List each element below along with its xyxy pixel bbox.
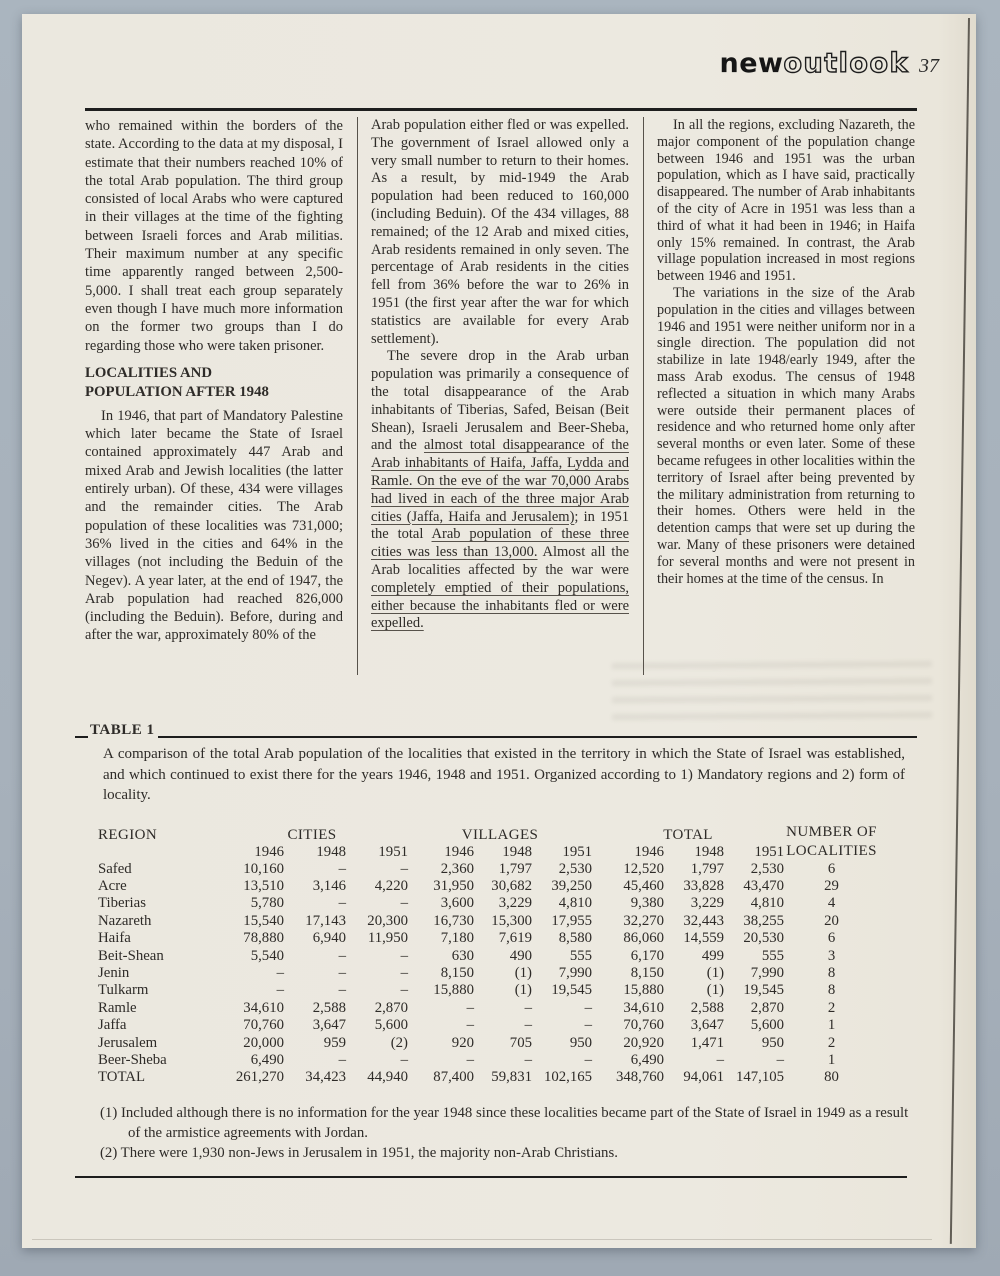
total-1948-cell: 14,559	[683, 930, 725, 947]
table-row	[98, 948, 879, 965]
total-1948-cell: 32,443	[683, 912, 725, 929]
villages-1946-cell: –	[466, 1051, 474, 1068]
paragraph: Arab population either fled or was expelled. The government of Israel allowed only a very small number to return to their homes. As a result, by mid-1949 the Arab population had been reduced to 160,000 (including Beduin). Of the 434 villages, 88 remained; of the 12 Arab and mixed cities, Arab residents remained in only seven. The percentage of Arab residents in the cities fell from 36% before the war to 26% in 1951 (the first year after the war for which statistics are available for every Arab settlement).	[371, 117, 629, 347]
villages-1946-cell: 920	[451, 1034, 474, 1051]
villages-1951-cell: 7,990	[558, 964, 593, 981]
localities-count-cell: 80	[824, 1069, 839, 1086]
cities-1948-cell: –	[338, 964, 346, 981]
villages-1951-cell: 4,810	[558, 895, 593, 912]
total-1946-cell: 86,060	[623, 930, 665, 947]
total-1946-cell: 6,170	[630, 947, 665, 964]
year-header: 1946	[634, 843, 665, 860]
total-1951-cell: 555	[761, 947, 785, 964]
cities-1948-cell: –	[338, 1051, 346, 1068]
total-1948-cell: 1,471	[690, 1034, 725, 1051]
villages-1948-cell: –	[524, 1017, 532, 1034]
cities-1946-cell: 15,540	[243, 912, 284, 929]
cities-1946-cell: 5,780	[250, 895, 284, 912]
villages-1951-cell: –	[584, 1051, 593, 1068]
villages-1948-cell: 30,682	[491, 877, 532, 894]
table-row	[98, 1069, 879, 1086]
villages-1946-cell: 7,180	[440, 930, 474, 947]
article-column-1	[85, 117, 343, 675]
table-years-row	[98, 844, 879, 861]
cities-1951-cell: –	[400, 964, 408, 981]
table-row	[98, 878, 879, 895]
cities-1946-cell: 6,490	[250, 1051, 284, 1068]
paragraph: In 1946, that part of Mandatory Palestine which later became the State of Israel contained approximately 447 Arab and mixed Arab and Jewish localities (the latter entirely urban). Of these, 434 were villages and the remainder cities. The Arab population of these localities was 731,000; 36% lived in the cities and 64% in the villages (not including the Beduin of the Negev). A year later, at the end of 1947, the Arab population had reached 826,000 (including the Beduin). Before, during and after the war, approximately 80% of the	[85, 407, 343, 644]
column-group-cities: CITIES	[287, 826, 337, 843]
total-1948-cell: 33,828	[683, 877, 725, 894]
cities-1951-cell: –	[400, 860, 408, 877]
villages-1951-cell: 2,530	[558, 860, 593, 877]
localities-count-cell: 3	[827, 947, 836, 964]
total-1946-cell: 6,490	[630, 1051, 665, 1068]
cities-1946-cell: –	[276, 964, 284, 981]
villages-1951-cell: –	[584, 1017, 593, 1034]
column-group-villages: VILLAGES	[461, 826, 539, 843]
region-cell: Haifa	[98, 930, 131, 947]
cities-1948-cell: 3,146	[312, 877, 346, 894]
year-header: 1951	[754, 843, 785, 860]
total-1951-cell: 20,530	[743, 930, 785, 947]
cities-1948-cell: 959	[323, 1034, 346, 1051]
cities-1951-cell: 5,600	[374, 1017, 408, 1034]
year-header: 1948	[694, 843, 725, 860]
cities-1948-cell: 17,143	[305, 912, 346, 929]
villages-1946-cell: 630	[451, 947, 474, 964]
region-cell: Tiberias	[98, 895, 146, 912]
cities-1951-cell: –	[400, 982, 408, 999]
cities-1946-cell: 70,760	[243, 1017, 284, 1034]
cities-1948-cell: –	[338, 947, 346, 964]
villages-1951-cell: 950	[569, 1034, 593, 1051]
table-label: TABLE 1	[90, 722, 155, 738]
cities-1946-cell: 261,270	[235, 1069, 284, 1086]
localities-count-cell: 6	[827, 860, 836, 877]
cities-1946-cell: 78,880	[243, 930, 284, 947]
table-group-header-row	[98, 822, 879, 844]
villages-1946-cell: 87,400	[433, 1069, 474, 1086]
localities-count-cell: 2	[827, 999, 836, 1016]
total-1946-cell: 348,760	[615, 1069, 665, 1086]
region-cell: Ramle	[98, 999, 137, 1016]
villages-1951-cell: –	[584, 999, 593, 1016]
paragraph: The variations in the size of the Arab population in the cities and villages between 1946 and 1951 were neither uniform nor in a single direction. The population did not stabilize in late 1948/early 1949, after the mass Arab exodus. The census of 1948 reflected a situation in which many Arabs were outside their permanent places of residence and who returned home only after several months or even later. Some of these became refugees in other localities within the territory of Israel after being prevented by the military administration from returning to their homes. Others were held in the detention camps that were set up during the war. Many of these prisoners were detained for several months and were not present in their homes at the time of the census. In	[657, 284, 915, 587]
total-1946-cell: 70,760	[623, 1017, 665, 1034]
table-row	[98, 1017, 879, 1034]
villages-1948-cell: (1)	[514, 964, 532, 981]
column-group-total: TOTAL	[663, 826, 713, 843]
region-cell: Safed	[98, 860, 132, 877]
bottom-rule	[75, 1176, 907, 1179]
villages-1946-cell: –	[466, 999, 474, 1016]
cities-1951-cell: 11,950	[367, 930, 408, 947]
paragraph: who remained within the borders of the state. According to the data at my disposal, I estimate that their numbers reached 10% of the total Arab population. The third group consisted of local Arabs who were captured in their villages at the time of the fighting between Israeli forces and Arab militias. Their maximum number at any specific time apparently ranged between 2,500-5,000. I shall treat each group separately even though I have much more information on the former two groups than I do regarding those who were taken prisoner.	[85, 118, 343, 354]
pencil-underline: almost total disappearance of the Arab inhabitants of Haifa, Jaffa, Lydda and Ramle. On the eve of the war 70,000 Arabs had lived in each of the three major Arab cities (Jaffa, Haifa and Jerusalem)	[371, 437, 629, 525]
villages-1948-cell: 15,300	[491, 912, 532, 929]
year-header: 1946	[254, 843, 284, 860]
cities-1946-cell: 10,160	[243, 860, 284, 877]
region-cell: TOTAL	[98, 1069, 146, 1086]
page-edge-line	[950, 18, 970, 1244]
region-cell: Jenin	[98, 964, 130, 981]
column-header-region: REGION	[98, 826, 158, 843]
total-1948-cell: 1,797	[690, 860, 725, 877]
total-1951-cell: 950	[761, 1034, 785, 1051]
region-cell: Nazareth	[98, 912, 152, 929]
footnote-1: (1) Included although there is no information for the year 1948 since these localities became part of the State of Israel in 1949 as a result of the armistice agreements with Jordan.	[100, 1104, 909, 1141]
cities-1946-cell: 20,000	[243, 1034, 284, 1051]
total-1946-cell: 15,880	[623, 982, 665, 999]
villages-1946-cell: 31,950	[433, 877, 474, 894]
total-1948-cell: (1)	[706, 964, 725, 981]
villages-1948-cell: 59,831	[491, 1069, 532, 1086]
villages-1951-cell: 555	[569, 947, 593, 964]
table-row	[98, 965, 879, 982]
total-1948-cell: 3,647	[690, 1017, 725, 1034]
table-row	[98, 982, 879, 999]
table-caption: A comparison of the total Arab population of the localities that existed in the territory in which the State of Israel was established, and which continued to exist there for the years 1946, 1948 and 1951. Organized according to 1) Mandatory regions and 2) form of locality.	[103, 746, 905, 803]
villages-1946-cell: 15,880	[433, 982, 474, 999]
total-1948-cell: (1)	[706, 982, 725, 999]
year-header: 1948	[316, 843, 346, 860]
localities-count-cell: 29	[824, 877, 839, 894]
column-header-localities: NUMBER OF LOCALITIES	[786, 823, 877, 859]
rule-segment	[75, 724, 88, 738]
cities-1951-cell: –	[400, 1051, 408, 1068]
table-row	[98, 1000, 879, 1017]
cities-1948-cell: –	[338, 895, 346, 912]
total-1946-cell: 12,520	[623, 860, 665, 877]
total-1951-cell: 4,810	[750, 895, 785, 912]
cities-1951-cell: 44,940	[367, 1069, 408, 1086]
villages-1951-cell: 8,580	[558, 930, 593, 947]
cities-1951-cell: 2,870	[374, 999, 408, 1016]
magazine-logo-new: new	[719, 48, 784, 79]
total-1948-cell: –	[716, 1051, 725, 1068]
total-1946-cell: 9,380	[630, 895, 665, 912]
total-1951-cell: 38,255	[743, 912, 785, 929]
table-row	[98, 861, 879, 878]
cities-1951-cell: 20,300	[367, 912, 408, 929]
year-header: 1951	[562, 843, 593, 860]
table-1-block	[75, 720, 917, 1178]
total-1951-cell: –	[776, 1051, 785, 1068]
region-cell: Acre	[98, 877, 127, 894]
villages-1948-cell: (1)	[514, 982, 532, 999]
cities-1948-cell: 34,423	[305, 1069, 346, 1086]
region-cell: Tulkarm	[98, 982, 149, 999]
villages-1948-cell: 3,229	[498, 895, 532, 912]
localities-count-cell: 8	[827, 982, 836, 999]
villages-1951-cell: 17,955	[551, 912, 593, 929]
total-1948-cell: 94,061	[683, 1069, 725, 1086]
villages-1948-cell: –	[524, 1051, 532, 1068]
cities-1946-cell: 34,610	[243, 999, 284, 1016]
region-cell: Beer-Sheba	[98, 1051, 167, 1068]
magazine-logo-outlook: outlook	[783, 48, 909, 79]
total-1948-cell: 2,588	[690, 999, 725, 1016]
footnote-2: (2) There were 1,930 non-Jews in Jerusalem in 1951, the majority non-Arab Christians.	[100, 1144, 618, 1161]
villages-1948-cell: 490	[509, 947, 532, 964]
villages-1951-cell: 102,165	[543, 1069, 593, 1086]
table-footnotes	[100, 1103, 910, 1163]
total-1951-cell: 147,105	[735, 1069, 785, 1086]
villages-1951-cell: 39,250	[551, 877, 593, 894]
total-1946-cell: 8,150	[630, 964, 665, 981]
villages-1948-cell: –	[524, 999, 532, 1016]
total-1951-cell: 2,530	[750, 860, 785, 877]
localities-count-cell: 1	[827, 1051, 836, 1068]
total-1948-cell: 499	[701, 947, 725, 964]
table-row	[98, 930, 879, 947]
total-1948-cell: 3,229	[690, 895, 725, 912]
page-number: 37	[919, 55, 939, 77]
cities-1946-cell: 13,510	[243, 877, 284, 894]
table-row	[98, 913, 879, 930]
localities-count-cell: 1	[827, 1017, 836, 1034]
villages-1948-cell: 705	[509, 1034, 532, 1051]
total-1951-cell: 43,470	[743, 877, 785, 894]
cities-1946-cell: 5,540	[250, 947, 284, 964]
villages-1946-cell: 2,360	[440, 860, 474, 877]
table-row	[98, 1052, 879, 1069]
table-row	[98, 1035, 879, 1052]
villages-1946-cell: 3,600	[440, 895, 474, 912]
total-1951-cell: 7,990	[750, 964, 785, 981]
cities-1951-cell: 4,220	[374, 877, 408, 894]
region-cell: Beit-Shean	[98, 947, 164, 964]
total-1946-cell: 45,460	[623, 877, 665, 894]
total-1951-cell: 19,545	[743, 982, 785, 999]
article-body	[85, 117, 927, 675]
pencil-underline: completely emptied of their populations, either because the inhabitants fled or were expelled.	[371, 579, 629, 632]
table-row	[98, 895, 879, 912]
total-1951-cell: 2,870	[750, 999, 785, 1016]
article-column-3	[643, 117, 915, 675]
total-1951-cell: 5,600	[750, 1017, 785, 1034]
year-header: 1951	[378, 843, 408, 860]
table-label-row	[75, 720, 917, 738]
villages-1951-cell: 19,545	[551, 982, 593, 999]
cities-1948-cell: 2,588	[312, 999, 346, 1016]
cities-1951-cell: –	[400, 895, 408, 912]
cities-1948-cell: 3,647	[312, 1017, 346, 1034]
villages-1946-cell: –	[466, 1017, 474, 1034]
article-column-2	[357, 117, 629, 675]
page-bottom-edge	[32, 1239, 932, 1240]
total-1946-cell: 34,610	[623, 999, 665, 1016]
masthead	[85, 50, 939, 78]
cities-1946-cell: –	[276, 982, 284, 999]
localities-count-cell: 6	[827, 930, 836, 947]
magazine-page	[22, 14, 976, 1248]
localities-count-cell: 2	[827, 1034, 836, 1051]
cities-1951-cell: –	[400, 947, 408, 964]
villages-1946-cell: 8,150	[440, 964, 474, 981]
paragraph: In all the regions, excluding Nazareth, the major component of the population change between 1946 and 1951 was the urban population, which as I have said, practically disappeared. The number of Arab inhabitants of the city of Acre in 1951 was less than a third of what it had been in 1946; in Haifa only 15% remained. In contrast, the Arab village population increased in most regions between 1946 and 1951.	[657, 117, 915, 285]
section-heading: LOCALITIES AND POPULATION AFTER 1948	[85, 364, 269, 400]
total-1946-cell: 32,270	[623, 912, 665, 929]
ink-bleedthrough	[612, 661, 932, 729]
cities-1948-cell: –	[338, 982, 346, 999]
cities-1948-cell: –	[338, 860, 346, 877]
total-1946-cell: 20,920	[623, 1034, 665, 1051]
cities-1948-cell: 6,940	[312, 930, 346, 947]
population-table	[98, 822, 879, 1087]
region-cell: Jaffa	[98, 1017, 127, 1034]
localities-count-cell: 20	[824, 912, 839, 929]
region-cell: Jerusalem	[98, 1034, 158, 1051]
villages-1948-cell: 7,619	[498, 930, 532, 947]
paragraph-with-pencil-underlines: The severe drop in the Arab urban population was primarily a consequence of the total disappearance of the Arab inhabitants of Tiberias, Safed, Beisan (Beit Shean), Israeli Jerusalem and Beer-Sheba, and the almost total disappearance of the Arab inhabitants of Haifa, Jaffa, Lydda and Ramle. On the eve of the war 70,000 Arabs had lived in each of the three major Arab cities (Jaffa, Haifa and Jerusalem); in 1951 the total Arab population of these three cities was less than 13,000. Almost all the Arab localities affected by the war were completely emptied of their populations, either because the inhabitants fled or were expelled.	[371, 348, 630, 632]
header-rule	[85, 108, 917, 111]
villages-1946-cell: 16,730	[433, 912, 474, 929]
rule-segment	[158, 724, 918, 738]
year-header: 1946	[444, 843, 474, 860]
villages-1948-cell: 1,797	[498, 860, 532, 877]
localities-count-cell: 8	[827, 964, 836, 981]
cities-1951-cell: (2)	[390, 1034, 408, 1051]
pencil-underline: Arab population of these three cities was less than 13,000.	[371, 526, 630, 561]
year-header: 1948	[502, 843, 532, 860]
localities-count-cell: 4	[827, 895, 836, 912]
